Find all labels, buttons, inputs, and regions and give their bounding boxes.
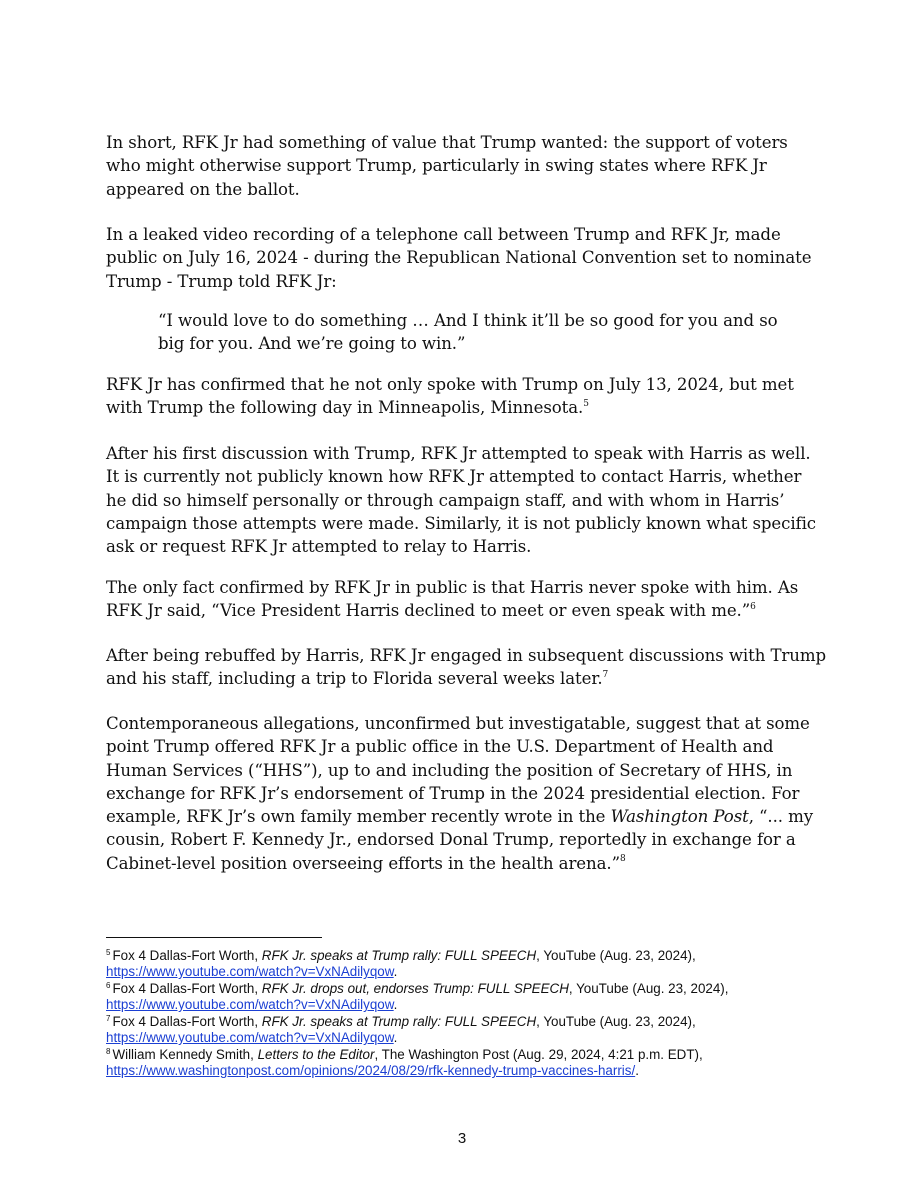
footnote-detail: , YouTube (Aug. 23, 2024), <box>536 948 696 963</box>
footnote-ref-8[interactable]: 8 <box>619 854 626 865</box>
footnote-ref-5[interactable]: 5 <box>583 398 589 409</box>
footnote-number: 8 <box>106 1046 111 1056</box>
footnote-tail: . <box>635 1063 639 1078</box>
paragraph-1 <box>106 131 826 201</box>
footnote-5 <box>106 948 846 980</box>
italic-publication-name: Washington Post <box>610 807 749 827</box>
paragraph-text: The only fact confirmed by RFK Jr in public is that Harris never spoke with him. As RFK Jr said, “Vice President Harris declined to meet or even speak with me.” <box>106 578 799 621</box>
footnote-tail: . <box>393 1030 398 1045</box>
footnote-tail: . <box>393 997 398 1012</box>
footnotes <box>106 948 846 1080</box>
footnote-8 <box>106 1047 846 1079</box>
footnote-ref-6[interactable]: 6 <box>750 601 756 612</box>
paragraph-text: After being rebuffed by Harris, RFK Jr engaged in subsequent discussions with Trump and his staff, including a trip to Florida several weeks later. <box>106 646 827 689</box>
paragraph-text: RFK Jr has confirmed that he not only spoke with Trump on July 13, 2024, but met with Trump the following day in Minneapolis, Minnesota. <box>106 375 794 418</box>
paragraph-3 <box>106 373 826 420</box>
paragraph-6 <box>106 644 826 691</box>
paragraph-text: , “... my cousin, Robert F. Kennedy Jr., endorsed Donal Trump, reportedly in exchange for a Cabinet-level position overseeing efforts in the health arena.” <box>106 807 814 873</box>
footnote-7 <box>106 1014 846 1046</box>
footnote-link[interactable]: https://www.youtube.com/watch?v=VxNAdilyqow <box>106 964 394 979</box>
paragraph-text: In short, RFK Jr had something of value that Trump wanted: the support of voters who might otherwise support Trump, particularly in swing states where RFK Jr appeared on the ballot. <box>106 133 788 199</box>
quote-text: “I would love to do something … And I think it’ll be so good for you and so big for you. And we’re going to win.” <box>158 311 778 354</box>
paragraph-text: Contemporaneous allegations, unconfirmed but investigatable, suggest that at some point Trump offered RFK Jr a public office in the U.S. Department of Health and Human Services (“HHS”), up to and including the position of Secretary of HHS, in exchange for RFK Jr’s endorsement of Trump in the 2024 presidential election. For example, RFK Jr’s own family member recently wrote in the <box>106 714 810 827</box>
footnote-ref-7[interactable]: 7 <box>602 669 609 680</box>
footnote-6 <box>106 981 846 1013</box>
block-quote <box>158 309 798 356</box>
footnote-number: 7 <box>106 1013 111 1023</box>
paragraph-5 <box>106 576 826 623</box>
paragraph-text: After his first discussion with Trump, RFK Jr attempted to speak with Harris as well. It is currently not publicly known how RFK Jr attempted to contact Harris, whether he did so himself personally or through campaign staff, and with whom in Harris’ campaign those attempts were made. Similarly, it is not publicly known what specific ask or request RFK Jr attempted to relay to Harris. <box>106 444 816 557</box>
page-number: 3 <box>457 1130 467 1147</box>
footnote-tail: . <box>393 964 398 979</box>
footnote-source: Fox 4 Dallas-Fort Worth, <box>112 1014 262 1029</box>
footnote-divider <box>106 937 322 938</box>
paragraph-text: In a leaked video recording of a telephone call between Trump and RFK Jr, made public on July 16, 2024 - during the Republican National Convention set to nominate Trump - Trump told RFK Jr: <box>106 225 812 291</box>
paragraph-7 <box>106 712 826 875</box>
footnote-title: Letters to the Editor <box>257 1047 375 1062</box>
footnote-source: Fox 4 Dallas-Fort Worth, <box>112 981 262 996</box>
footnote-title: RFK Jr. drops out, endorses Trump: FULL SPEECH <box>261 981 569 996</box>
footnote-detail: , The Washington Post (Aug. 29, 2024, 4:21 p.m. EDT), <box>374 1047 703 1062</box>
footnote-title: RFK Jr. speaks at Trump rally: FULL SPEECH <box>261 1014 537 1029</box>
footnote-source: Fox 4 Dallas-Fort Worth, <box>112 948 262 963</box>
footnote-link[interactable]: https://www.washingtonpost.com/opinions/2024/08/29/rfk-kennedy-trump-vaccines-harris/ <box>106 1063 636 1078</box>
footnote-link[interactable]: https://www.youtube.com/watch?v=VxNAdilyqow <box>106 1030 394 1045</box>
footnote-link[interactable]: https://www.youtube.com/watch?v=VxNAdilyqow <box>106 997 394 1012</box>
footnote-number: 5 <box>106 947 111 957</box>
footnote-number: 6 <box>106 980 111 990</box>
paragraph-2 <box>106 223 826 293</box>
footnote-title: RFK Jr. speaks at Trump rally: FULL SPEECH <box>261 948 537 963</box>
footnote-source: William Kennedy Smith, <box>112 1047 258 1062</box>
footnote-detail: , YouTube (Aug. 23, 2024), <box>568 981 729 996</box>
paragraph-4 <box>106 442 826 558</box>
footnote-detail: , YouTube (Aug. 23, 2024), <box>536 1014 696 1029</box>
